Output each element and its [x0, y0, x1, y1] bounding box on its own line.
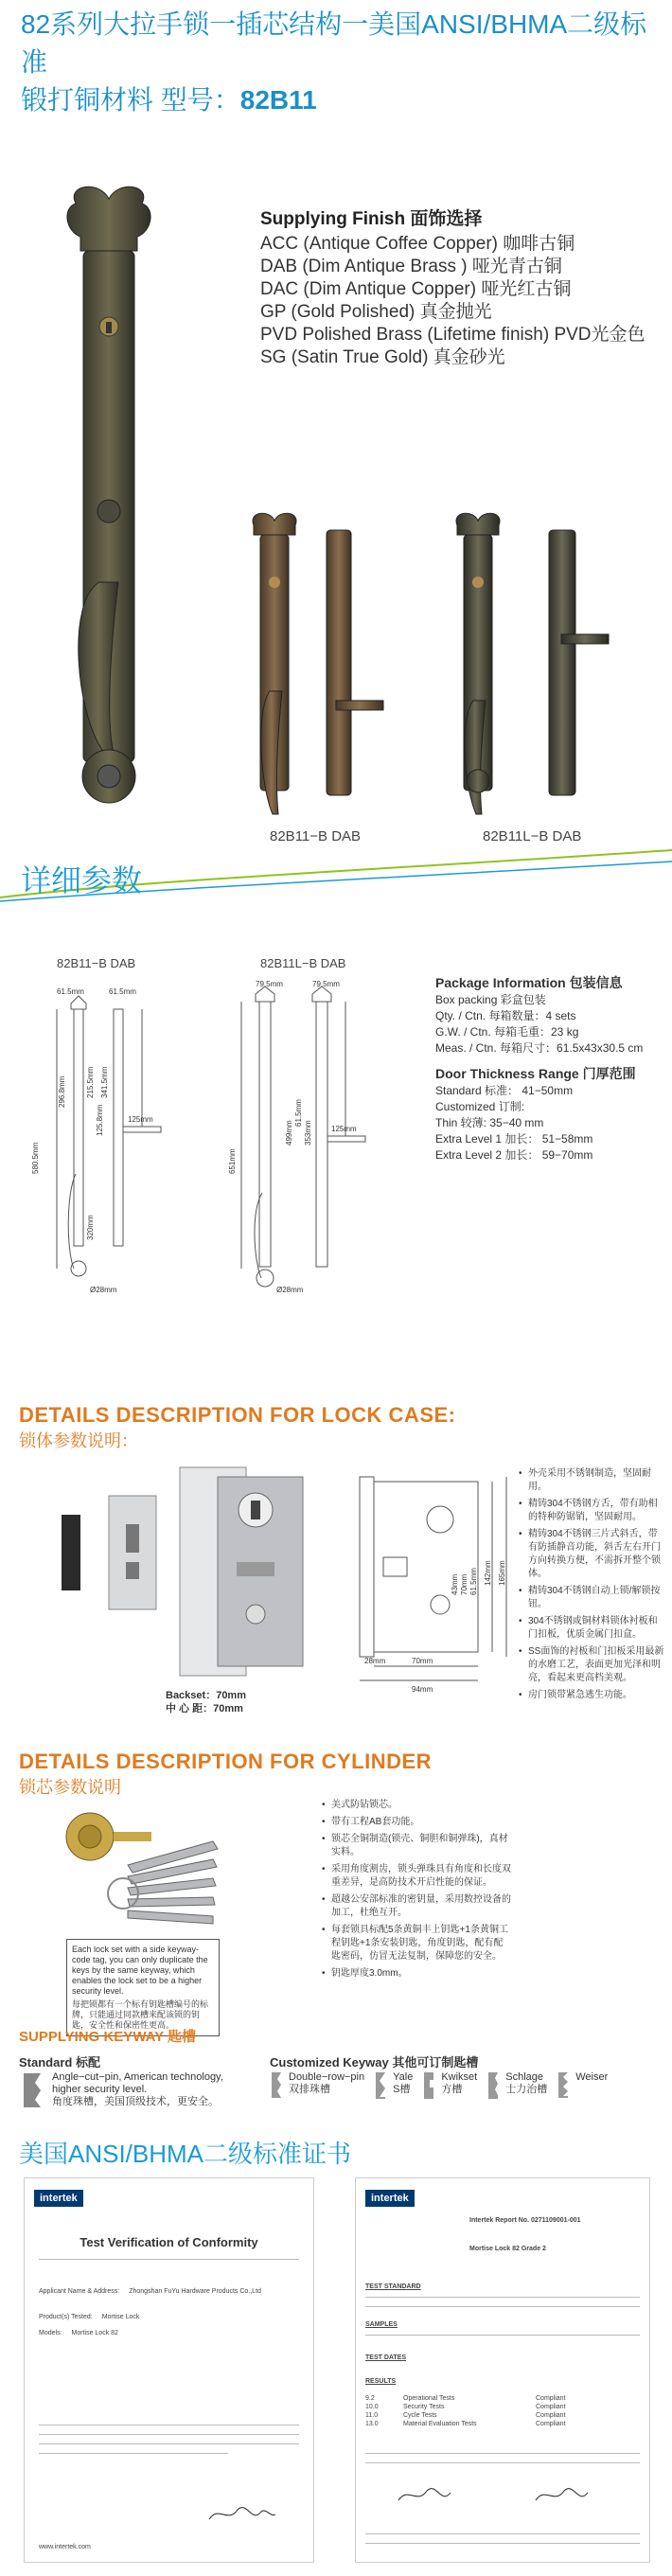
- dim-label: 43mm: [451, 1573, 459, 1595]
- cylinder-bullet: • 超越公安部标准的密钥量，采用数控设备的加工，杜绝互开。: [322, 1893, 511, 1920]
- dim-label: 28mm: [364, 1657, 386, 1665]
- backset-labels: [166, 1689, 246, 1715]
- cylinder-bullet: • 钥匙厚度3.0mm。: [322, 1967, 511, 1981]
- dim-label: 125.8mm: [96, 1104, 104, 1136]
- door-line: Extra Level 1 加长： 51−58mm: [435, 1132, 593, 1146]
- results-row: [365, 2403, 640, 2411]
- finish-item: GP (Gold Polished) 真金抛光: [260, 302, 492, 322]
- results-label: RESULTS: [365, 2378, 397, 2385]
- keyway-title: SUPPLYING KEYWAY 匙槽: [19, 2029, 197, 2045]
- title-line-2: [21, 81, 664, 119]
- keyway-standard-label: Standard 标配: [19, 2055, 100, 2070]
- cert-field-value: Mortise Lock: [101, 2314, 140, 2320]
- dim-label: Ø28mm: [276, 1286, 304, 1294]
- cert-field-label: Applicant Name & Address:: [39, 2288, 120, 2295]
- dim-label: 70mm: [460, 1573, 469, 1595]
- center-distance-label: 中 心 距：70mm: [166, 1703, 243, 1714]
- results-test: Security Tests: [403, 2404, 445, 2410]
- keyway-option-en: Kwikset: [441, 2071, 478, 2083]
- keyway-profile-icon: [270, 2071, 285, 2100]
- package-line: Qty. / Ctn. 每箱数量：4 sets: [435, 1009, 576, 1022]
- spec-section-title: 详细参数: [21, 863, 143, 897]
- package-line: Box packing 彩盒包装: [435, 993, 546, 1006]
- dim-label: 79.5mm: [256, 980, 283, 988]
- dim-label: 580.5mm: [31, 1142, 40, 1174]
- intertek-website: www.intertek.com: [39, 2544, 91, 2550]
- dim-label: 125mm: [128, 1115, 153, 1124]
- lock-case-bullet: • 房门锁带紧急逃生功能。: [519, 1689, 665, 1702]
- cylinder-bullet: • 美式防钻锁芯。: [322, 1799, 511, 1812]
- cylinder-bullet: • 每套锁具标配5条黄铜丰上钥匙+1条黄铜工程钥匙+1条安装钥匙，角度钥匙，配有配匙密码，仿冒无法复制，保障您的安全。: [322, 1924, 511, 1963]
- lock-case-bullet: • 精铸304不锈钢方舌，带有助相的特种防锯销，坚固耐用。: [519, 1498, 665, 1524]
- keyway-standard-desc-en: Angle−cut−pin, American technology, higher security level.: [52, 2071, 223, 2095]
- results-test: Cycle Tests: [403, 2412, 437, 2419]
- title-line-1: 82系列大拉手锁一插芯结构一美国ANSI/BHMA二级标准: [21, 9, 647, 77]
- cert-field-label: Models:: [39, 2330, 62, 2336]
- door-line: Extra Level 2 加长： 59−70mm: [435, 1148, 593, 1162]
- dim-label: 215.5mm: [86, 1066, 95, 1098]
- results-sub: 9.2: [365, 2395, 375, 2402]
- finish-item: DAB (Dim Antique Brass ) 哑光青古铜: [260, 257, 562, 276]
- dim-label: 296.8mm: [58, 1075, 66, 1108]
- keyway-profile-icon: [486, 2071, 502, 2100]
- dim-label: 61.5mm: [294, 1099, 303, 1127]
- keyway-option-en: Yale: [393, 2071, 414, 2083]
- certificate-right: [355, 2177, 650, 2563]
- keyway-option: [374, 2071, 413, 2100]
- lock-case-image: [52, 1458, 355, 1685]
- results-value: Compliant: [536, 2412, 566, 2419]
- door-line: Standard 标准： 41−50mm: [435, 1084, 574, 1097]
- finish-list: [260, 208, 658, 369]
- keyway-profile-icon: [557, 2071, 572, 2100]
- door-line: Thin 较薄: 35−40 mm: [435, 1116, 544, 1129]
- keyway-option-en: Schlage: [505, 2071, 543, 2083]
- dim-label: 94mm: [412, 1685, 433, 1694]
- dim-label: 320mm: [86, 1215, 95, 1240]
- finish-item: PVD Polished Brass (Lifetime finish) PVD光金色: [260, 325, 645, 345]
- package-line: G.W. / Ctn. 每箱毛重：23 kg: [435, 1025, 579, 1039]
- samples-label: SAMPLES: [365, 2321, 398, 2328]
- certificate-left-body: [39, 2287, 294, 2337]
- results-row: [365, 2420, 640, 2428]
- certificate-right-heading: Mortise Lock 82 Grade 2: [469, 2246, 546, 2252]
- door-heading: Door Thickness Range 门厚范围: [435, 1066, 636, 1081]
- dim-label: 651mm: [228, 1148, 237, 1174]
- finish-item: DAC (Dim Antique Copper) 哑光红古铜: [260, 279, 572, 299]
- intertek-logo: intertek: [365, 2190, 415, 2207]
- cylinder-bullet: • 采用角度割齿，锁头弹珠具有角度和长度双重差异，是高防技术开启性能的保证。: [322, 1863, 511, 1890]
- results-value: Compliant: [536, 2421, 566, 2427]
- drawing-label-right: 82B11L−B DAB: [260, 956, 346, 970]
- keyway-option-cn: S槽: [393, 2084, 411, 2095]
- keyway-profile-icon: [374, 2071, 389, 2100]
- keyway-option: [422, 2071, 477, 2100]
- model-number: 82B11: [239, 85, 317, 115]
- backset-label: Backset：70mm: [166, 1690, 246, 1701]
- dim-label: 341.5mm: [100, 1066, 109, 1098]
- lock-case-bullet: • 精铸304不锈钢三片式斜舌，带有防插静音功能，斜舌左右开门方向转换方便，不需拆开整个锁体。: [519, 1528, 665, 1581]
- keyway-option-cn: 士力治槽: [505, 2084, 548, 2095]
- package-info: [435, 975, 667, 1164]
- lock-case-subtitle: 锁体参数说明：: [19, 1431, 138, 1450]
- cert-field-value: Zhongshan FuYu Hardware Products Co.,Ltd: [129, 2288, 261, 2295]
- results-row: [365, 2394, 640, 2403]
- package-heading: Package Information 包装信息: [435, 975, 623, 990]
- results-value: Compliant: [536, 2404, 566, 2410]
- package-line: Meas. / Ctn. 每箱尺寸：61.5x43x30.5 cm: [435, 1041, 644, 1055]
- keyway-option: [486, 2071, 547, 2100]
- results-value: Compliant: [536, 2395, 566, 2402]
- cylinder-note-cn: 每把锁都有一个标有钥匙槽编号的标牌，只能通过同款槽来配该锁的钥匙，安全性和保密性更高。: [72, 1999, 209, 2030]
- certificate-left-heading: Test Verification of Conformity: [80, 2235, 258, 2249]
- keyway-option-cn: 双排珠槽: [289, 2084, 330, 2095]
- dim-label: 165mm: [498, 1560, 506, 1586]
- test-standard-label: TEST STANDARD: [365, 2283, 421, 2290]
- cylinder-note: [66, 1939, 220, 2036]
- dim-label: 353mm: [304, 1120, 312, 1146]
- dim-label: 61.5mm: [57, 987, 84, 996]
- results-row: [365, 2411, 640, 2420]
- signature-image: [204, 2500, 280, 2529]
- keyway-standard-desc-cn: 角度珠槽，美国顶级技术，更安全。: [52, 2096, 219, 2107]
- certificate-title: 美国ANSI/BHMA二级标准证书: [19, 2140, 352, 2168]
- cylinder-bullet: • 带有工程AB套功能。: [322, 1816, 511, 1829]
- page-title: [21, 6, 664, 119]
- technical-drawings: [19, 980, 426, 1297]
- lock-case-bullets: [519, 1467, 665, 1706]
- dim-label: 61.5mm: [109, 987, 136, 996]
- lock-case-bullet: • 304不锈钢或铜材料锁体衬板和门扣板，优质金属门扣盒。: [519, 1615, 665, 1642]
- dim-label: 79.5mm: [312, 980, 340, 988]
- door-line: Customized 订制:: [435, 1100, 525, 1113]
- keyway-option: [557, 2071, 608, 2100]
- title-line-2-prefix: 锻打铜材料 型号：: [21, 85, 240, 115]
- caption-right: 82B11L−B DAB: [483, 828, 582, 844]
- dim-label: 125mm: [331, 1125, 357, 1133]
- keyway-standard-desc: [52, 2071, 241, 2108]
- cylinder-keys-image: [52, 1799, 241, 1931]
- results-sub: 13.0: [365, 2421, 379, 2427]
- cylinder-note-en: Each lock set with a side keyway-code tag, you can only duplicate the keys by the same keyway, which enables the lock set to be a higher security level.: [72, 1945, 208, 1996]
- keyway-option: [270, 2071, 364, 2100]
- dim-label: 61.5mm: [469, 1568, 478, 1595]
- cylinder-bullet: • 锁芯全铜制造(锁壳、铜胆和铜弹珠)，真材实料。: [322, 1833, 511, 1859]
- lock-case-bullet: • 精铸304不锈钢自动上锁/解锁按钮。: [519, 1585, 665, 1611]
- results-test: Material Evaluation Tests: [403, 2421, 477, 2427]
- caption-left: 82B11−B DAB: [270, 828, 362, 844]
- lock-case-drawing: [355, 1463, 521, 1699]
- cylinder-subtitle: 锁芯参数说明: [19, 1778, 121, 1797]
- dim-label: Ø28mm: [90, 1286, 117, 1294]
- keyway-option-en: Weiser: [575, 2071, 609, 2083]
- finish-heading: Supplying Finish 面饰选择: [260, 209, 483, 229]
- lock-case-bullet: • SS面饰的衬板和门扣板采用最新的水磨工艺，表面更加光泽和明亮，看起来更高档美观。: [519, 1645, 665, 1685]
- report-number: Intertek Report No. 0271109001-001: [469, 2217, 581, 2224]
- drawing-label-left: 82B11−B DAB: [57, 956, 136, 970]
- keyway-custom-label: Customized Keyway 其他可订制匙槽: [270, 2055, 479, 2070]
- results-sub: 11.0: [365, 2412, 379, 2419]
- finish-item: SG (Satin True Gold) 真金砂光: [260, 347, 505, 367]
- results-test: Operational Tests: [403, 2395, 455, 2402]
- hero-handle-image: [47, 185, 170, 819]
- intertek-logo: intertek: [34, 2190, 83, 2207]
- cert-field-value: Mortise Lock 82: [71, 2330, 118, 2336]
- cylinder-title: DETAILS DESCRIPTION FOR CYLINDER: [19, 1750, 433, 1773]
- lock-case-title: DETAILS DESCRIPTION FOR LOCK CASE:: [19, 1403, 456, 1427]
- cylinder-bullets: [322, 1799, 511, 1984]
- results-table: [365, 2394, 640, 2428]
- results-sub: 10.0: [365, 2404, 379, 2410]
- keyway-options: [270, 2071, 667, 2100]
- product-photos: [237, 511, 653, 824]
- keyway-option-en: Double−row−pin: [289, 2071, 365, 2083]
- test-dates-label: TEST DATES: [365, 2354, 407, 2361]
- finish-item: ACC (Antique Coffee Copper) 咖啡古铜: [260, 234, 575, 254]
- keyway-profile-icon: [422, 2071, 437, 2100]
- dim-label: 70mm: [412, 1657, 433, 1665]
- cert-field-label: Product(s) Tested:: [39, 2314, 93, 2320]
- dim-label: 499mm: [285, 1120, 293, 1146]
- certificate-left: [24, 2177, 314, 2563]
- signature-image: [394, 2481, 621, 2510]
- dim-label: 142mm: [484, 1560, 492, 1586]
- lock-case-bullet: • 外壳采用不锈钢制造，坚固耐用。: [519, 1467, 665, 1494]
- keyway-option-cn: 方槽: [441, 2084, 463, 2095]
- keyway-profile-icon: [19, 2071, 47, 2109]
